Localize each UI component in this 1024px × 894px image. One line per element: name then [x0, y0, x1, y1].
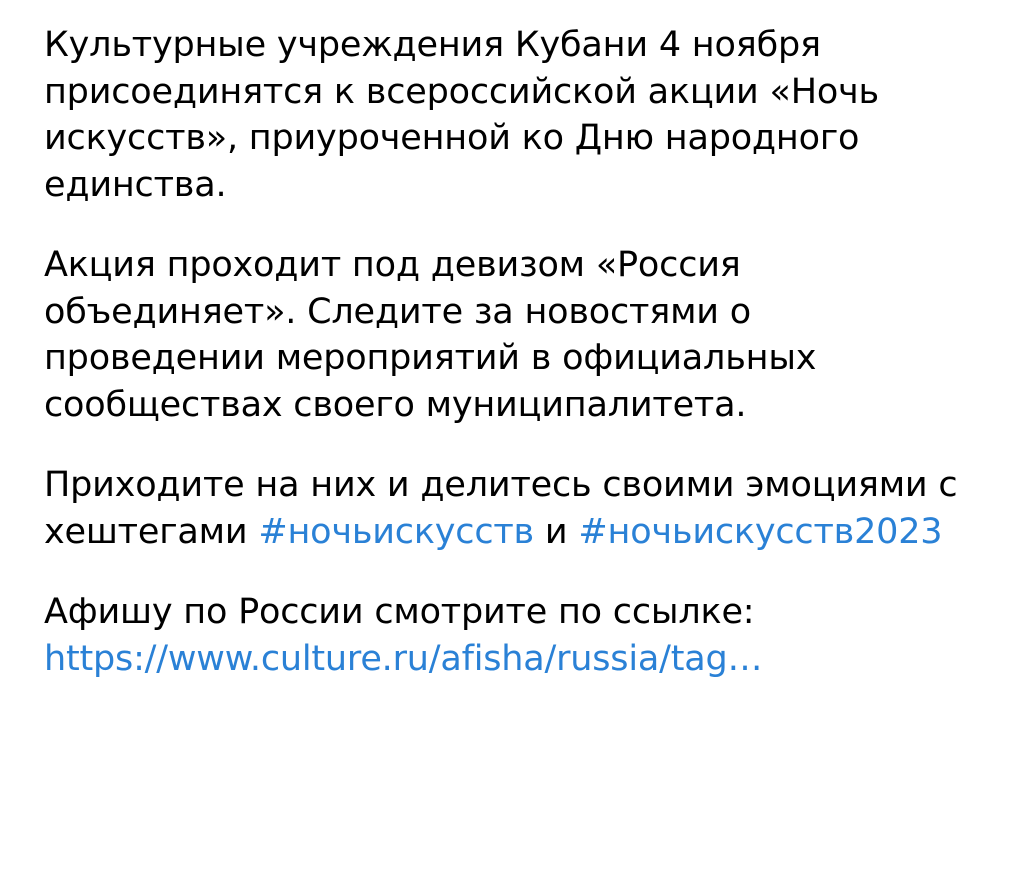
culture-ru-afisha-link[interactable]: https://www.culture.ru/afisha/russia/tag… [44, 639, 763, 680]
poster-link-lead-text: Афишу по России смотрите по ссылке: [44, 592, 755, 633]
hashtags-lead-text: Приходите на них и делитесь своими эмоциями с хештегами [44, 465, 958, 552]
paragraph-announcement: Культурные учреждения Кубани 4 ноября присоединятся к всероссийской акции «Ночь искусств», приуроченной ко Дню народного единства. [44, 25, 879, 205]
hashtags-conjunction-text: и [534, 511, 579, 552]
paragraph-poster-link [44, 589, 968, 682]
hashtag-nochiskusstv2023-link[interactable]: #ночьискусств2023 [578, 511, 943, 552]
hashtag-nochiskusstv-link[interactable]: #ночьискусств [258, 511, 534, 552]
paragraph-slogan: Акция проходит под девизом «Россия объединяет». Следите за новостями о проведении мероприятий в официальных сообществах своего муниципалитета. [44, 245, 817, 425]
paragraph-hashtags [44, 462, 968, 555]
